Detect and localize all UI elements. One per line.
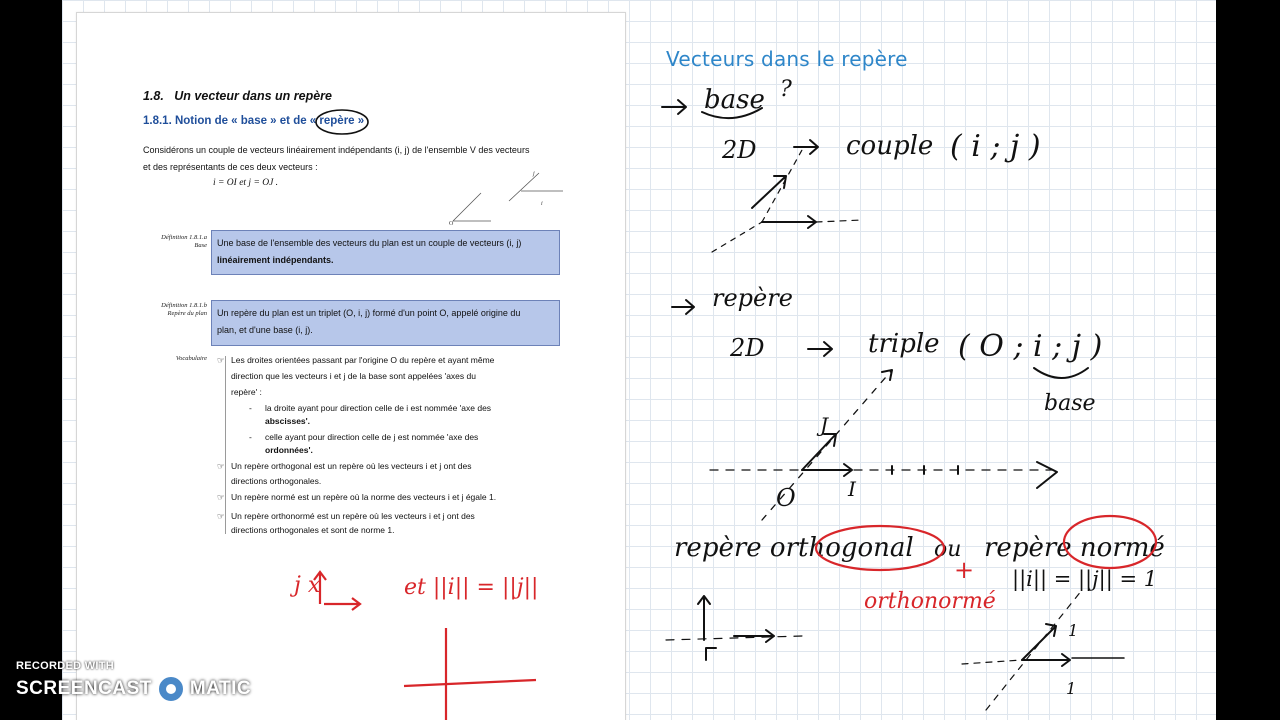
sub-bullet-2-line-2: ordonnées'.	[265, 445, 313, 455]
subsection-title: 1.8.1. Notion de « base » et de « repère »	[143, 115, 365, 127]
bullet-1-line-2: direction que les vecteurs i et j de la base sont appelées 'axes du	[231, 371, 476, 381]
sub-bullet-2-line-1: celle ayant pour direction celle de j est nommée 'axe des	[265, 432, 479, 442]
sketch-diag-up	[762, 150, 802, 222]
intro-formula: i = OI et j = OJ .	[213, 178, 279, 188]
phrase-repere-norme: repère normé	[984, 533, 1165, 563]
vocab-label: Vocabulaire	[175, 355, 207, 362]
section-number: 1.8.	[143, 89, 164, 103]
sub-bullet-1-line-1: la droite ayant pour direction celle de i est nommée 'axe des	[265, 403, 492, 413]
bullet-marker-3: ☞	[217, 492, 225, 502]
figure-label-o: O	[449, 221, 454, 225]
vector-J	[802, 434, 836, 470]
figure-label-i: i	[541, 201, 543, 207]
norm-x-axis	[962, 660, 1022, 664]
red-left-label: j x	[294, 573, 321, 598]
label-origin: O	[776, 484, 796, 512]
label-J: J	[820, 413, 829, 437]
def2-line-1: Un repère du plan est un triplet (O, i, j) formé d'un point O, appelé origine du	[217, 308, 521, 318]
def1-line-1: Une base de l'ensemble des vecteurs du plan est un couple de vecteurs (i, j)	[217, 238, 522, 248]
label-I: I	[848, 477, 856, 501]
red-ink-words	[289, 556, 996, 614]
bullet-1-line-1: Les droites orientées passant par l'origine O du repère et ayant même	[231, 355, 495, 365]
red-cross	[404, 628, 536, 720]
bullet-marker-4: ☞	[217, 511, 225, 521]
sketch-i-vector	[762, 216, 816, 228]
label-2d-second: 2D	[730, 334, 765, 362]
handwritten-notes	[62, 0, 1216, 720]
sketch-diag	[712, 222, 762, 252]
arrow-repere	[672, 300, 694, 314]
sketch-j-vector	[752, 176, 786, 208]
question-mark: ?	[780, 77, 792, 102]
plus-sign: +	[954, 556, 975, 584]
arrow-triple	[808, 342, 832, 356]
circle-repere-doc	[316, 110, 368, 134]
sketch-axis	[816, 220, 862, 222]
def1-line-2: linéairement indépendants.	[217, 255, 334, 265]
base-brace	[1034, 368, 1088, 378]
bullet-2-line-2: directions orthogonales.	[231, 476, 322, 486]
section-title: Un vecteur dans un repère	[174, 89, 332, 103]
def2-label: Définition 1.8.1.b Repère du plan	[161, 302, 207, 317]
bullet-1-line-3: repère' :	[231, 387, 262, 397]
red-x-arrow	[324, 598, 360, 610]
intro-line-2: et des représentants de ces deux vecteurs :	[143, 162, 318, 172]
bullet-2-line-1: Un repère orthogonal est un repère où les vecteurs i et j ont des	[231, 461, 472, 471]
triple-vectors: ( O ; i ; j )	[958, 329, 1103, 364]
sub-bullet-1-line-2: abscisses'.	[265, 416, 311, 426]
label-one-top: 1	[1068, 621, 1079, 640]
figure-label-j: j	[533, 171, 535, 177]
bullet-3-line-1: Un repère normé est un repère où la norme des vecteurs i et j égale 1.	[231, 492, 497, 502]
intro-line-1: Considérons un couple de vecteurs linéairement indépendants (i, j) de l'ensemble V des vecteurs	[143, 145, 530, 155]
arrow-base	[662, 100, 686, 114]
whiteboard-stage	[62, 0, 1216, 720]
norm-y-vector	[1022, 624, 1056, 660]
word-couple: couple	[846, 131, 934, 161]
watermark-recorded: RECORDED WITH	[16, 660, 115, 672]
bullet-marker-1: ☞	[217, 355, 225, 365]
notes-title: Vecteurs dans le repère	[666, 47, 908, 71]
x-axis-arrowhead	[1037, 462, 1057, 488]
phrase-repere-orthogonal: repère orthogonal	[674, 533, 914, 563]
right-angle	[706, 648, 716, 660]
red-cross-horizontal	[404, 680, 536, 686]
watermark-brand	[16, 674, 251, 704]
label-one-bottom: 1	[1066, 679, 1077, 698]
word-base-under: base	[1044, 391, 1096, 416]
def2-line-2: plan, et d'une base (i, j).	[217, 325, 313, 335]
word-ou: ou	[934, 537, 962, 562]
watermark-brand-left: SCREENCAST	[16, 678, 152, 699]
watermark-brand-right: MATIC	[189, 678, 252, 699]
dash-2: -	[249, 432, 252, 442]
word-triple: triple	[868, 329, 940, 359]
bullet-4-line-1: Un repère orthonormé est un repère où les vecteurs i et j ont des	[231, 511, 475, 521]
bullet-marker-2: ☞	[217, 461, 225, 471]
bullet-4-line-2: directions orthogonales et sont de norme 1.	[231, 525, 395, 535]
couple-vectors: ( i ; j )	[950, 129, 1041, 164]
label-2d-first: 2D	[722, 136, 757, 164]
word-repere: repère	[712, 284, 793, 312]
arrow-couple	[794, 140, 818, 154]
word-orthonorme: orthonormé	[864, 589, 996, 614]
mini-y-vector	[698, 596, 710, 640]
screencast-watermark	[16, 660, 251, 704]
mini-x-vector	[734, 630, 774, 642]
norm-equation: ||i|| = ||j|| = 1	[1012, 567, 1158, 591]
screencast-logo-icon	[156, 674, 186, 704]
dash-1: -	[249, 403, 252, 413]
word-base: base	[704, 85, 765, 115]
def1-label: Définition 1.8.1.a Base	[161, 234, 207, 249]
red-right-label: et ||i|| = ||j||	[404, 575, 539, 600]
